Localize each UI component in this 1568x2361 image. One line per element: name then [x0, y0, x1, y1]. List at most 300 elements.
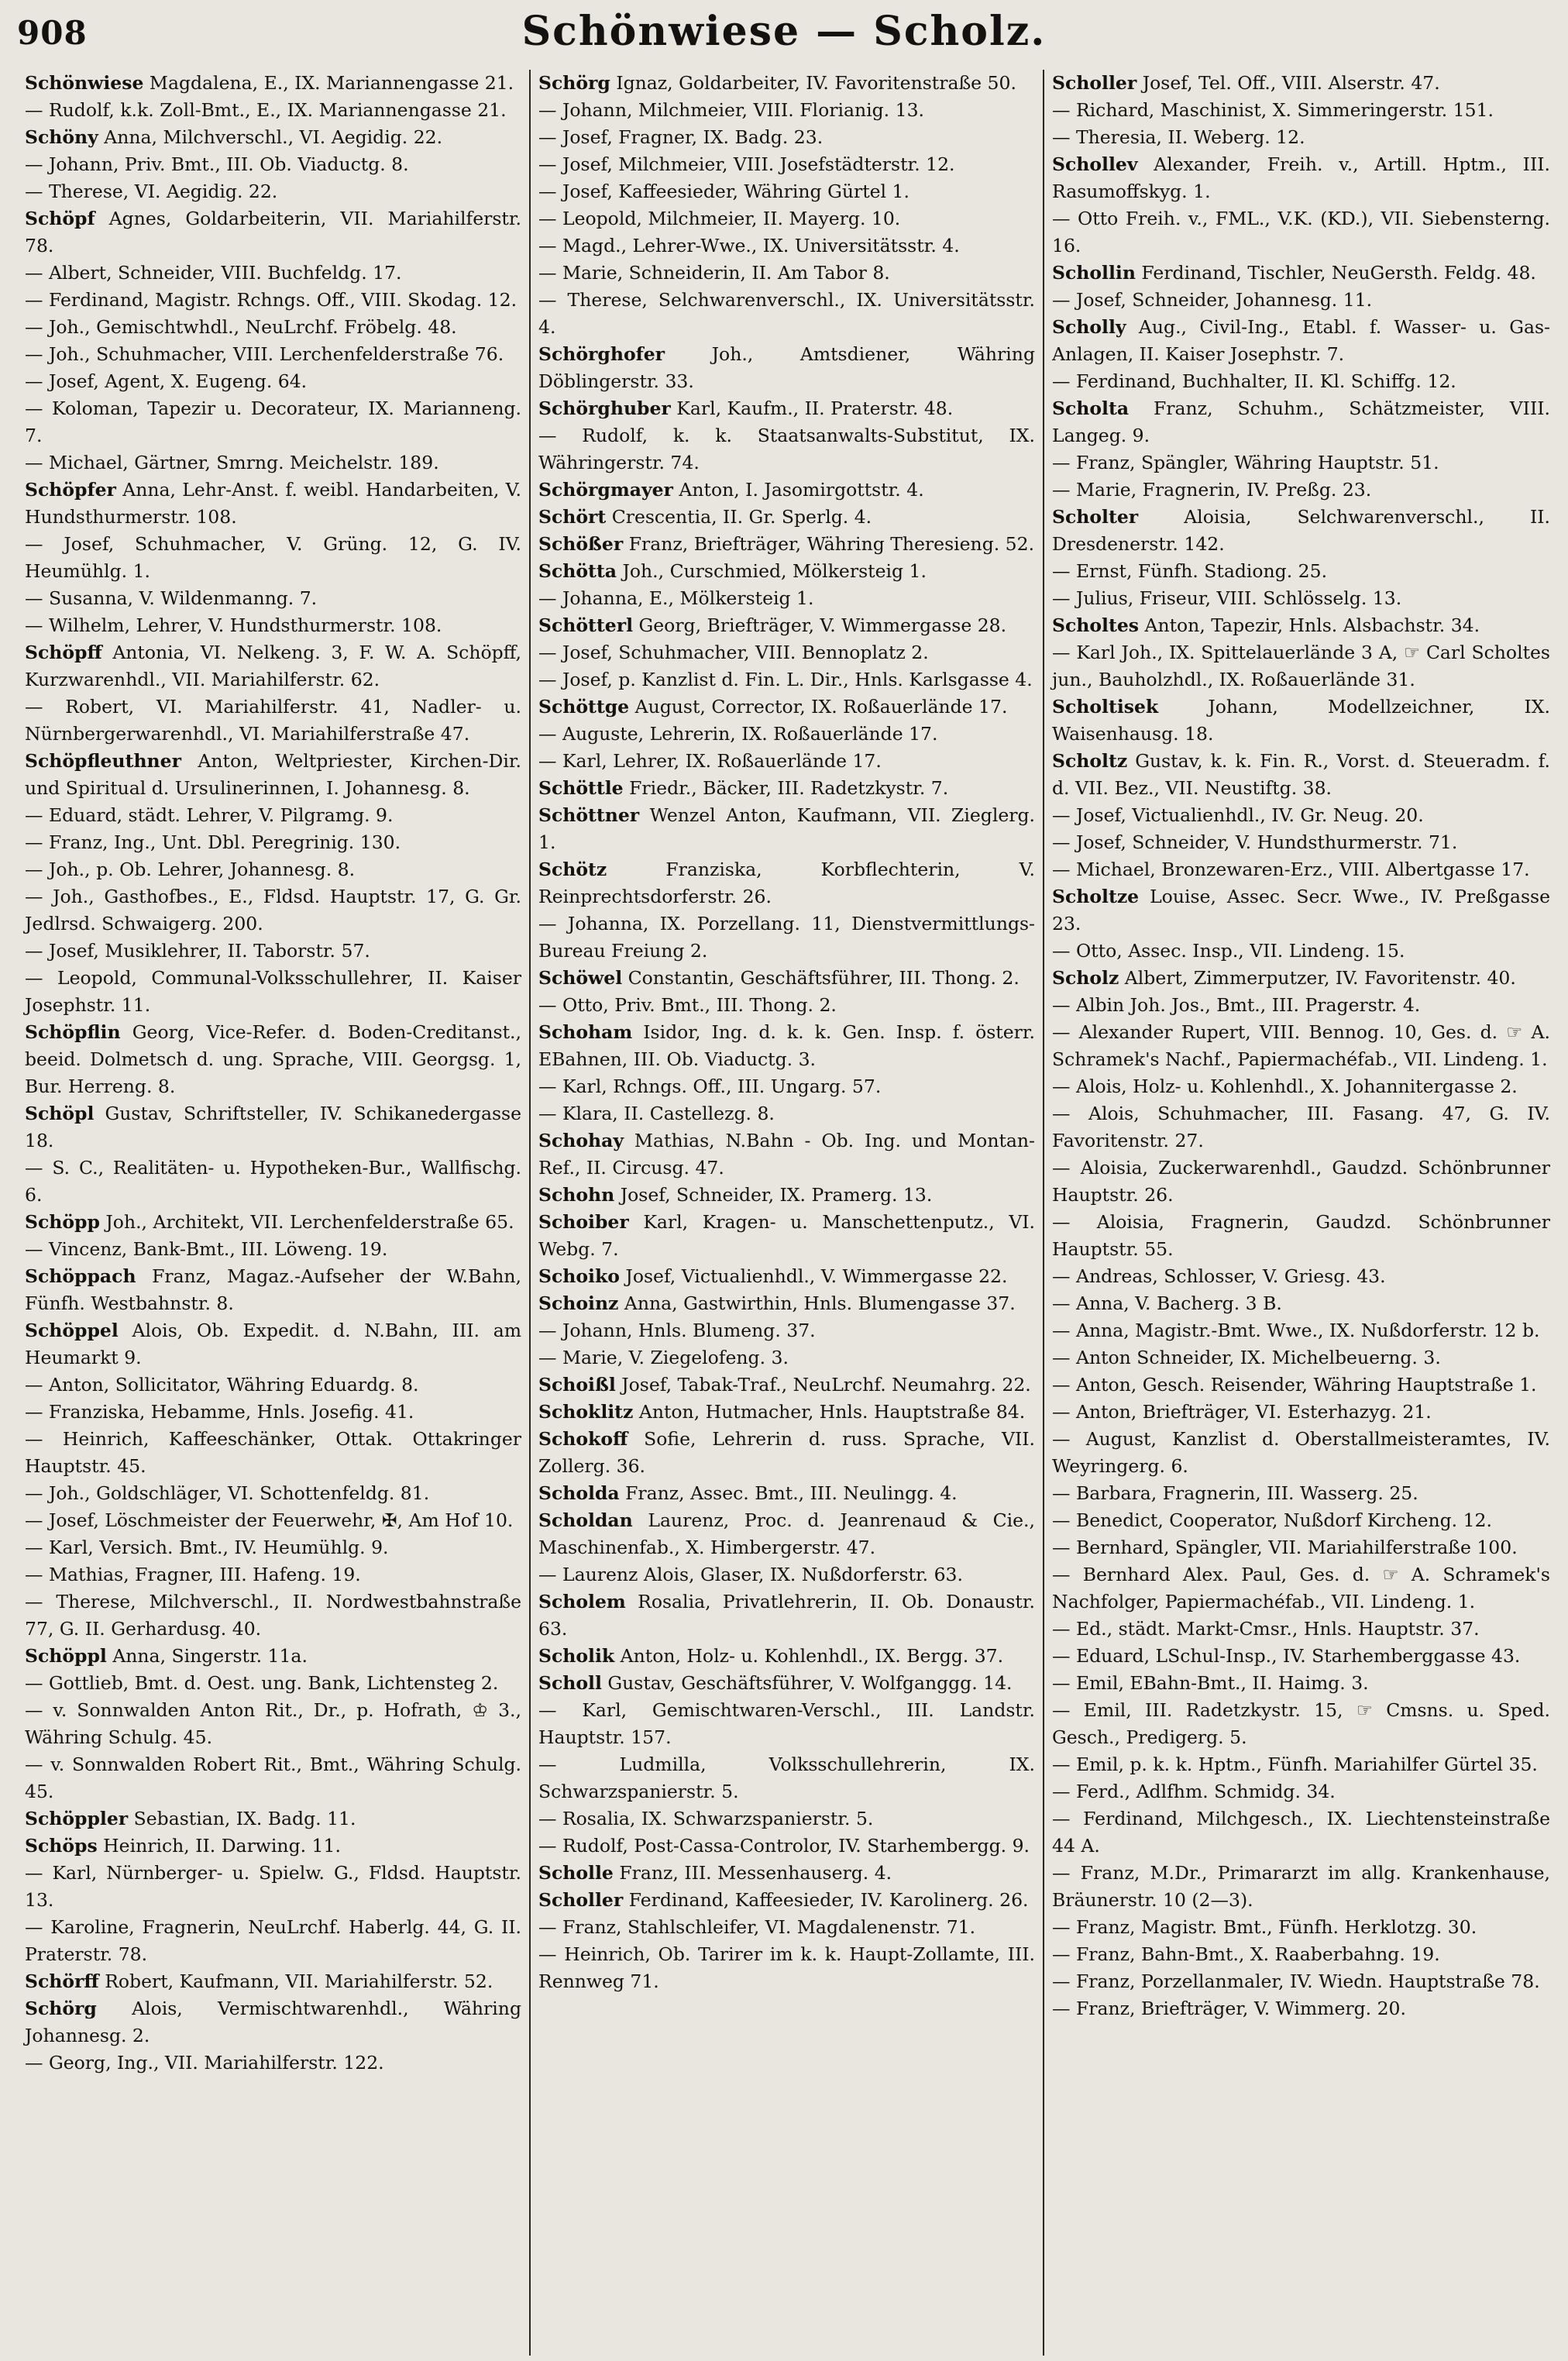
directory-entry: [25, 1534, 521, 1561]
entry-text: — Joh., Gasthofbes., E., Fldsd. Hauptstr. 17, G. Gr. Jedlrsd. Schwaigerg. 200.: [25, 886, 521, 934]
directory-entry: [1052, 965, 1550, 992]
entry-text: — Aloisia, Fragnerin, Gaudzd. Schönbrunner Hauptstr. 55.: [1052, 1211, 1550, 1260]
entry-text: — Marie, Fragnerin, IV. Preßg. 23.: [1052, 479, 1372, 501]
entry-text: — Albert, Schneider, VIII. Buchfeldg. 17.: [25, 262, 402, 284]
entry-surname: Schöppach: [25, 1265, 136, 1287]
directory-entry: [25, 205, 521, 260]
directory-entry: [538, 965, 1035, 992]
entry-text: August, Corrector, IX. Roßauerlände 17.: [629, 696, 1008, 718]
entry-text: Anna, Lehr-Anst. f. weibl. Handarbeiten, V. Hundsthurmerstr. 108.: [25, 479, 521, 528]
entry-text: Anna, Milchverschl., VI. Aegidig. 22.: [98, 126, 443, 148]
directory-entry: [538, 1317, 1035, 1344]
column-3: [1044, 70, 1558, 2356]
entry-text: — Eduard, LSchul-Insp., IV. Starhemberggasse 43.: [1052, 1645, 1521, 1667]
directory-entry: [538, 612, 1035, 639]
entry-text: Franz, Schuhm., Schätzmeister, VIII. Langeg. 9.: [1052, 398, 1550, 446]
directory-entry: [25, 314, 521, 341]
entry-text: — Karl, Nürnberger- u. Spielw. G., Fldsd. Hauptstr. 13.: [25, 1862, 521, 1911]
entry-surname: Schöttge: [538, 696, 630, 718]
directory-entry: [1052, 694, 1550, 748]
directory-entry: [538, 1182, 1035, 1209]
directory-entry: [25, 856, 521, 883]
directory-entry: [538, 205, 1035, 232]
directory-entry: [1052, 1616, 1550, 1643]
directory-entry: [1052, 1399, 1550, 1426]
entry-text: Franz, III. Messenhauserg. 4.: [613, 1862, 892, 1884]
entry-surname: Schötterl: [538, 614, 634, 636]
entry-text: Heinrich, II. Darwing. 11.: [97, 1835, 341, 1857]
directory-entry: [1052, 585, 1550, 612]
entry-surname: Scholtze: [1052, 886, 1140, 907]
entry-surname: Schörff: [25, 1970, 99, 1992]
entry-text: — Ferdinand, Buchhalter, II. Kl. Schiffg. 12.: [1052, 370, 1456, 392]
entry-text: Josef, Schneider, IX. Pramerg. 13.: [614, 1184, 933, 1206]
entry-text: — Klara, II. Castellezg. 8.: [538, 1103, 775, 1124]
entry-surname: Schöps: [25, 1835, 98, 1857]
entry-text: Karl, Kragen- u. Manschettenputz., VI. Webg. 7.: [538, 1211, 1035, 1260]
entry-text: — Karl, Lehrer, IX. Roßauerlände 17.: [538, 750, 882, 772]
directory-entry: [25, 1833, 521, 1860]
entry-text: Ignaz, Goldarbeiter, IV. Favoritenstraße 50.: [610, 72, 1016, 94]
directory-entry: [1052, 70, 1550, 97]
directory-entry: [1052, 1480, 1550, 1507]
entry-text: — Johanna, E., Mölkersteig 1.: [538, 587, 814, 609]
entry-text: — Otto, Assec. Insp., VII. Lindeng. 15.: [1052, 940, 1405, 962]
directory-entry: [538, 910, 1035, 965]
entry-surname: Scholz: [1052, 967, 1119, 989]
directory-entry: [538, 395, 1035, 422]
directory-entry: [538, 694, 1035, 721]
entry-text: Joh., Architekt, VII. Lerchenfelderstraße 65.: [99, 1211, 514, 1233]
directory-entry: [25, 2050, 521, 2077]
entry-surname: Schöppl: [25, 1645, 107, 1667]
directory-entry: [1052, 1019, 1550, 1073]
entry-text: — Ernst, Fünfh. Stadiong. 25.: [1052, 560, 1328, 582]
entry-text: — Eduard, städt. Lehrer, V. Pilgramg. 9.: [25, 804, 394, 826]
entry-text: — Bernhard, Spängler, VII. Mariahilferstraße 100.: [1052, 1537, 1518, 1558]
entry-surname: Scholem: [538, 1591, 626, 1612]
directory-entry: [25, 748, 521, 802]
entry-text: — Josef, Agent, X. Eugeng. 64.: [25, 370, 308, 392]
entry-text: — Karl, Gemischtwaren-Verschl., III. Landstr. Hauptstr. 157.: [538, 1699, 1035, 1748]
entry-text: Wenzel Anton, Kaufmann, VII. Zieglerg. 1.: [538, 804, 1035, 853]
directory-entry: [1052, 1344, 1550, 1372]
entry-text: — Georg, Ing., VII. Mariahilferstr. 122.: [25, 2052, 384, 2074]
entry-text: — Karoline, Fragnerin, NeuLrchf. Haberlg. 44, G. II. Praterstr. 78.: [25, 1916, 521, 1965]
directory-entry: [25, 1507, 521, 1534]
entry-text: — Joh., p. Ob. Lehrer, Johannesg. 8.: [25, 859, 356, 880]
directory-entry: [538, 1588, 1035, 1643]
directory-columns: [17, 70, 1559, 2356]
entry-text: — Ferdinand, Milchgesch., IX. Liechtensteinstraße 44 A.: [1052, 1808, 1550, 1857]
entry-text: Anton, Holz- u. Kohlenhdl., IX. Bergg. 37.: [614, 1645, 1004, 1667]
entry-text: — Albin Joh. Jos., Bmt., III. Pragerstr. 4.: [1052, 994, 1421, 1016]
directory-entry: [538, 151, 1035, 178]
directory-entry: [25, 1697, 521, 1751]
entry-surname: Scholdan: [538, 1509, 633, 1531]
entry-text: — Heinrich, Kaffeeschänker, Ottak. Ottakringer Hauptstr. 45.: [25, 1428, 521, 1477]
directory-entry: [1052, 260, 1550, 287]
entry-text: Sofie, Lehrerin d. russ. Sprache, VII. Zollerg. 36.: [538, 1428, 1035, 1477]
directory-entry: [1052, 1643, 1550, 1670]
directory-entry: [25, 70, 521, 97]
directory-entry: [1052, 1914, 1550, 1941]
entry-surname: Schörghuber: [538, 398, 671, 419]
directory-entry: [1052, 287, 1550, 314]
entry-text: Gustav, Geschäftsführer, V. Wolfganggg. 14.: [601, 1672, 1013, 1694]
entry-surname: Schörgmayer: [538, 479, 673, 501]
entry-surname: Schollin: [1052, 262, 1136, 284]
entry-text: — Mathias, Fragner, III. Hafeng. 19.: [25, 1564, 361, 1585]
directory-entry: [538, 178, 1035, 205]
entry-text: — Susanna, V. Wildenmanng. 7.: [25, 587, 318, 609]
directory-entry: [538, 422, 1035, 477]
directory-entry: [25, 341, 521, 368]
directory-entry: [1052, 504, 1550, 558]
directory-entry: [1052, 1751, 1550, 1778]
entry-text: — Josef, p. Kanzlist d. Fin. L. Dir., Hnls. Karlsgasse 4.: [538, 669, 1033, 690]
directory-entry: [538, 1399, 1035, 1426]
entry-text: — Andreas, Schlosser, V. Griesg. 43.: [1052, 1265, 1386, 1287]
entry-surname: Schoinz: [538, 1292, 619, 1314]
entry-surname: Schoißl: [538, 1374, 616, 1396]
entry-text: — Julius, Friseur, VIII. Schlösselg. 13.: [1052, 587, 1402, 609]
entry-text: Isidor, Ing. d. k. k. Gen. Insp. f. österr. EBahnen, III. Ob. Viaductg. 3.: [538, 1021, 1035, 1070]
directory-entry: [25, 151, 521, 178]
entry-text: — Josef, Schneider, Johannesg. 11.: [1052, 289, 1373, 311]
directory-entry: [1052, 992, 1550, 1019]
entry-text: — Johanna, IX. Porzellang. 11, Dienstvermittlungs-Bureau Freiung 2.: [538, 913, 1035, 962]
directory-entry: [1052, 477, 1550, 504]
directory-entry: [538, 287, 1035, 341]
entry-text: — Laurenz Alois, Glaser, IX. Nußdorferstr. 63.: [538, 1564, 963, 1585]
entry-text: — Joh., Schuhmacher, VIII. Lerchenfelderstraße 76.: [25, 343, 504, 365]
directory-entry: [1052, 1805, 1550, 1860]
entry-text: — Therese, Selchwarenverschl., IX. Universitätsstr. 4.: [538, 289, 1035, 338]
entry-text: Georg, Briefträger, V. Wimmergasse 28.: [633, 614, 1007, 636]
directory-entry: [538, 856, 1035, 910]
entry-text: Franz, Briefträger, Währing Theresieng. 52.: [623, 533, 1035, 555]
directory-entry: [25, 124, 521, 151]
entry-text: — Josef, Kaffeesieder, Währing Gürtel 1.: [538, 181, 910, 202]
directory-entry: [538, 666, 1035, 694]
directory-entry: [538, 1833, 1035, 1860]
directory-entry: [25, 1995, 521, 2050]
entry-text: Magdalena, E., IX. Mariannengasse 21.: [143, 72, 514, 94]
directory-entry: [1052, 748, 1550, 802]
directory-entry: [25, 1914, 521, 1968]
directory-entry: [538, 1643, 1035, 1670]
entry-text: — v. Sonnwalden Robert Rit., Bmt., Währing Schulg. 45.: [25, 1754, 521, 1802]
directory-entry: [538, 341, 1035, 395]
entry-text: Karl, Kaufm., II. Praterstr. 48.: [670, 398, 954, 419]
entry-text: — Anton, Gesch. Reisender, Währing Hauptstraße 1.: [1052, 1374, 1537, 1396]
entry-surname: Scholly: [1052, 316, 1126, 338]
directory-entry: [25, 1860, 521, 1914]
entry-text: — Karl, Versich. Bmt., IV. Heumühlg. 9.: [25, 1537, 389, 1558]
directory-entry: [25, 1100, 521, 1155]
entry-text: Johann, Modellzeichner, IX. Waisenhausg. 18.: [1052, 696, 1550, 745]
entry-text: — Marie, Schneiderin, II. Am Tabor 8.: [538, 262, 890, 284]
entry-surname: Schoham: [538, 1021, 633, 1043]
entry-text: — Franz, Stahlschleifer, VI. Magdalenenstr. 71.: [538, 1916, 976, 1938]
directory-entry: [538, 1697, 1035, 1751]
directory-entry: [1052, 558, 1550, 585]
directory-entry: [25, 287, 521, 314]
entry-text: — Josef, Milchmeier, VIII. Josefstädterstr. 12.: [538, 153, 955, 175]
directory-entry: [1052, 829, 1550, 856]
directory-entry: [1052, 1507, 1550, 1534]
directory-entry: [538, 585, 1035, 612]
entry-text: — Karl Joh., IX. Spittelauerlände 3 A, ☞ Carl Scholtes jun., Bauholzhdl., IX. Roßauerlände 31.: [1052, 642, 1550, 690]
entry-surname: Scholtes: [1052, 614, 1140, 636]
entry-text: Ferdinand, Tischler, NeuGersth. Feldg. 48.: [1135, 262, 1536, 284]
entry-text: Joh., Curschmied, Mölkersteig 1.: [616, 560, 927, 582]
directory-entry: [538, 1480, 1035, 1507]
entry-text: — Josef, Löschmeister der Feuerwehr, ✠, Am Hof 10.: [25, 1509, 514, 1531]
entry-text: Robert, Kaufmann, VII. Mariahilferstr. 52.: [98, 1970, 493, 1992]
entry-text: — Josef, Musiklehrer, II. Taborstr. 57.: [25, 940, 370, 962]
directory-entry: [538, 721, 1035, 748]
directory-entry: [25, 1643, 521, 1670]
directory-entry: [1052, 124, 1550, 151]
entry-surname: Schöpfer: [25, 479, 116, 501]
page-header: [0, 0, 1568, 67]
entry-text: — August, Kanzlist d. Oberstallmeisteramtes, IV. Weyringerg. 6.: [1052, 1428, 1550, 1477]
entry-text: — Alexander Rupert, VIII. Bennog. 10, Ges. d. ☞ A. Schramek's Nachf., Papiermachéfab., VII. Lindeng. 1.: [1052, 1021, 1550, 1070]
directory-entry: [538, 748, 1035, 775]
directory-entry: [25, 1399, 521, 1426]
directory-entry: [538, 70, 1035, 97]
directory-entry: [1052, 1263, 1550, 1290]
entry-text: — Michael, Gärtner, Smrng. Meichelstr. 189.: [25, 452, 439, 473]
entry-surname: Scholta: [1052, 398, 1130, 419]
entry-text: Constantin, Geschäftsführer, III. Thong. 2.: [622, 967, 1020, 989]
directory-entry: [25, 694, 521, 748]
entry-surname: Schöpl: [25, 1103, 95, 1124]
entry-text: — Anna, Magistr.-Bmt. Wwe., IX. Nußdorferstr. 12 b.: [1052, 1320, 1540, 1341]
entry-text: Anton, Tapezir, Hnls. Alsbachstr. 34.: [1139, 614, 1480, 636]
entry-text: Anton, Weltpriester, Kirchen-Dir. und Spiritual d. Ursulinerinnen, I. Johannesg. 8.: [25, 750, 521, 799]
entry-text: Alois, Vermischtwarenhdl., Währing Johannesg. 2.: [25, 1998, 521, 2046]
directory-entry: [538, 1941, 1035, 1995]
directory-entry: [538, 802, 1035, 856]
running-head: Schönwiese — Scholz.: [521, 8, 1047, 55]
entry-text: Alois, Ob. Expedit. d. N.Bahn, III. am Heumarkt 9.: [25, 1320, 521, 1368]
entry-text: — Barbara, Fragnerin, III. Wasserg. 25.: [1052, 1482, 1418, 1504]
directory-entry: [538, 1561, 1035, 1588]
entry-text: — Johann, Hnls. Blumeng. 37.: [538, 1320, 816, 1341]
directory-entry: [538, 1887, 1035, 1914]
directory-entry: [25, 368, 521, 395]
page-number: 908: [17, 14, 88, 52]
directory-entry: [1052, 639, 1550, 694]
entry-surname: Schönwiese: [25, 72, 144, 94]
directory-entry: [1052, 97, 1550, 124]
directory-entry: [1052, 1995, 1550, 2022]
entry-surname: Schörg: [25, 1998, 97, 2019]
entry-text: — S. C., Realitäten- u. Hypotheken-Bur., Wallfischg. 6.: [25, 1157, 521, 1206]
entry-text: — Joh., Gemischtwhdl., NeuLrchf. Fröbelg. 48.: [25, 316, 457, 338]
entry-surname: Scholda: [538, 1482, 620, 1504]
entry-surname: Schöttle: [538, 777, 624, 799]
entry-text: — Ed., städt. Markt-Cmsr., Hnls. Hauptstr. 37.: [1052, 1618, 1480, 1640]
entry-text: — Marie, V. Ziegelofeng. 3.: [538, 1347, 789, 1368]
entry-text: — Johann, Priv. Bmt., III. Ob. Viaductg. 8.: [25, 153, 409, 175]
directory-entry: [1052, 1290, 1550, 1317]
directory-entry: [538, 1860, 1035, 1887]
directory-entry: [538, 775, 1035, 802]
directory-entry: [1052, 1155, 1550, 1209]
directory-entry: [1052, 802, 1550, 829]
entry-text: Sebastian, IX. Badg. 11.: [128, 1808, 356, 1829]
entry-text: — Emil, EBahn-Bmt., II. Haimg. 3.: [1052, 1672, 1369, 1694]
entry-surname: Schöpp: [25, 1211, 100, 1233]
entry-text: Josef, Tabak-Traf., NeuLrchf. Neumahrg. 22.: [615, 1374, 1031, 1396]
entry-text: Louise, Assec. Secr. Wwe., IV. Preßgasse 23.: [1052, 886, 1550, 934]
entry-text: — Franz, M.Dr., Primararzt im allg. Krankenhause, Bräunerstr. 10 (2—3).: [1052, 1862, 1550, 1911]
directory-entry: [538, 1805, 1035, 1833]
entry-text: Anna, Singerstr. 11a.: [106, 1645, 308, 1667]
directory-entry: [1052, 1209, 1550, 1263]
entry-surname: Schoklitz: [538, 1401, 634, 1423]
entry-text: Mathias, N.Bahn - Ob. Ing. und Montan-Ref., II. Circusg. 47.: [538, 1130, 1035, 1179]
entry-surname: Schohn: [538, 1184, 615, 1206]
directory-entry: [25, 97, 521, 124]
entry-text: — Otto, Priv. Bmt., III. Thong. 2.: [538, 994, 837, 1016]
entry-text: — Alois, Schuhmacher, III. Fasang. 47, G. IV. Favoritenstr. 27.: [1052, 1103, 1550, 1151]
directory-entry: [1052, 1968, 1550, 1995]
entry-surname: Schöpff: [25, 642, 102, 663]
entry-surname: Scholl: [538, 1672, 602, 1694]
entry-text: — Heinrich, Ob. Tarirer im k. k. Haupt-Zollamte, III. Rennweg 71.: [538, 1943, 1035, 1992]
directory-entry: [1052, 205, 1550, 260]
entry-text: Albert, Zimmerputzer, IV. Favoritenstr. 40.: [1119, 967, 1516, 989]
entry-text: Josef, Tel. Off., VIII. Alserstr. 47.: [1136, 72, 1440, 94]
entry-text: Anton, Hutmacher, Hnls. Hauptstraße 84.: [633, 1401, 1026, 1423]
entry-surname: Schohay: [538, 1130, 624, 1151]
entry-text: — Ludmilla, Volksschullehrerin, IX. Schwarzspanierstr. 5.: [538, 1754, 1035, 1802]
entry-text: — Richard, Maschinist, X. Simmeringerstr. 151.: [1052, 99, 1494, 121]
entry-surname: Schöppel: [25, 1320, 119, 1341]
directory-entry: [538, 1426, 1035, 1480]
entry-text: — Anton, Sollicitator, Währing Eduardg. 8.: [25, 1374, 419, 1396]
entry-text: Franz, Assec. Bmt., III. Neulingg. 4.: [619, 1482, 958, 1504]
entry-surname: Schötta: [538, 560, 617, 582]
directory-entry: [538, 1100, 1035, 1127]
entry-text: — Rudolf, Post-Cassa-Controlor, IV. Starhembergg. 9.: [538, 1835, 1030, 1857]
directory-entry: [1052, 1778, 1550, 1805]
entry-text: — Therese, Milchverschl., II. Nordwestbahnstraße 77, G. II. Gerhardusg. 40.: [25, 1591, 521, 1640]
column-1: [17, 70, 531, 2356]
directory-entry: [538, 1019, 1035, 1073]
entry-text: — Karl, Rchngs. Off., III. Ungarg. 57.: [538, 1076, 882, 1097]
directory-entry: [1052, 856, 1550, 883]
directory-entry: [25, 1263, 521, 1317]
directory-entry: [538, 1290, 1035, 1317]
directory-entry: [1052, 1697, 1550, 1751]
directory-entry: [25, 1155, 521, 1209]
entry-text: — Franz, Magistr. Bmt., Fünfh. Herklotzg. 30.: [1052, 1916, 1477, 1938]
entry-text: Rosalia, Privatlehrerin, II. Ob. Donaustr. 63.: [538, 1591, 1035, 1640]
entry-text: — Rudolf, k.k. Zoll-Bmt., E., IX. Mariannengasse 21.: [25, 99, 507, 121]
directory-entry: [1052, 1073, 1550, 1100]
entry-surname: Schöpf: [25, 208, 95, 229]
entry-text: — Michael, Bronzewaren-Erz., VIII. Albertgasse 17.: [1052, 859, 1530, 880]
entry-surname: Schokoff: [538, 1428, 628, 1450]
entry-surname: Schöppler: [25, 1808, 129, 1829]
entry-surname: Schörghofer: [538, 343, 665, 365]
entry-surname: Scholtisek: [1052, 696, 1159, 718]
directory-entry: [538, 639, 1035, 666]
entry-surname: Schötz: [538, 859, 607, 880]
entry-text: — Theresia, II. Weberg. 12.: [1052, 126, 1305, 148]
entry-surname: Schöny: [25, 126, 98, 148]
directory-entry: [25, 1480, 521, 1507]
entry-text: — Josef, Schuhmacher, VIII. Bennoplatz 2.: [538, 642, 929, 663]
directory-entry: [25, 1968, 521, 1995]
directory-entry: [1052, 151, 1550, 205]
directory-entry: [25, 477, 521, 531]
directory-entry: [25, 531, 521, 585]
entry-text: — Franz, Ing., Unt. Dbl. Peregrinig. 130.: [25, 831, 401, 853]
directory-entry: [25, 1588, 521, 1643]
directory-entry: [25, 178, 521, 205]
entry-text: — Benedict, Cooperator, Nußdorf Kircheng. 12.: [1052, 1509, 1492, 1531]
directory-entry: [538, 260, 1035, 287]
directory-entry: [1052, 449, 1550, 477]
entry-text: — Wilhelm, Lehrer, V. Hundsthurmerstr. 108.: [25, 614, 442, 636]
entry-text: Joh., Amtsdiener, Währing Döblingerstr. 33.: [538, 343, 1035, 392]
entry-surname: Schört: [538, 506, 607, 528]
entry-text: Aloisia, Selchwarenverschl., II. Dresdenerstr. 142.: [1052, 506, 1550, 555]
directory-entry: [25, 1236, 521, 1263]
column-2: [531, 70, 1044, 2356]
entry-text: Crescentia, II. Gr. Sperlg. 4.: [606, 506, 872, 528]
entry-text: Friedr., Bäcker, III. Radetzkystr. 7.: [623, 777, 949, 799]
entry-text: — Magd., Lehrer-Wwe., IX. Universitätsstr. 4.: [538, 235, 960, 256]
entry-text: Gustav, Schriftsteller, IV. Schikanedergasse 18.: [25, 1103, 521, 1151]
directory-entry: [25, 1372, 521, 1399]
entry-text: — Ferd., Adlfhm. Schmidg. 34.: [1052, 1781, 1336, 1802]
entry-text: — Ferdinand, Magistr. Rchngs. Off., VIII. Skodag. 12.: [25, 289, 518, 311]
directory-entry: [25, 260, 521, 287]
entry-text: Anton, I. Jasomirgottstr. 4.: [672, 479, 924, 501]
directory-entry: [1052, 314, 1550, 368]
entry-surname: Schöttner: [538, 804, 640, 826]
entry-text: — Leopold, Communal-Volksschullehrer, II. Kaiser Josephstr. 11.: [25, 967, 521, 1016]
directory-entry: [1052, 612, 1550, 639]
directory-entry: [25, 1561, 521, 1588]
entry-text: — Josef, Schuhmacher, V. Grüng. 12, G. IV. Heumühlg. 1.: [25, 533, 521, 582]
entry-text: — Bernhard Alex. Paul, Ges. d. ☞ A. Schramek's Nachfolger, Papiermachéfab., VII. Lindeng. 1.: [1052, 1564, 1550, 1612]
entry-text: — Vincenz, Bank-Bmt., III. Löweng. 19.: [25, 1238, 388, 1260]
entry-text: Ferdinand, Kaffeesieder, IV. Karolinerg. 26.: [623, 1889, 1029, 1911]
directory-entry: [538, 1263, 1035, 1290]
directory-entry: [1052, 1860, 1550, 1914]
directory-entry: [25, 612, 521, 639]
entry-text: — Rosalia, IX. Schwarzspanierstr. 5.: [538, 1808, 874, 1829]
entry-text: — Emil, p. k. k. Hptm., Fünfh. Mariahilfer Gürtel 35.: [1052, 1754, 1538, 1775]
entry-surname: Schollev: [1052, 153, 1138, 175]
entry-surname: Schößer: [538, 533, 624, 555]
entry-text: Gustav, k. k. Fin. R., Vorst. d. Steueradm. f. d. VII. Bez., VII. Neustiftg. 38.: [1052, 750, 1550, 799]
directory-entry: [25, 1019, 521, 1100]
directory-entry: [25, 1751, 521, 1805]
directory-entry: [1052, 1941, 1550, 1968]
entry-text: — Johann, Milchmeier, VIII. Florianig. 13.: [538, 99, 924, 121]
entry-text: — Franziska, Hebamme, Hnls. Josefig. 41.: [25, 1401, 414, 1423]
